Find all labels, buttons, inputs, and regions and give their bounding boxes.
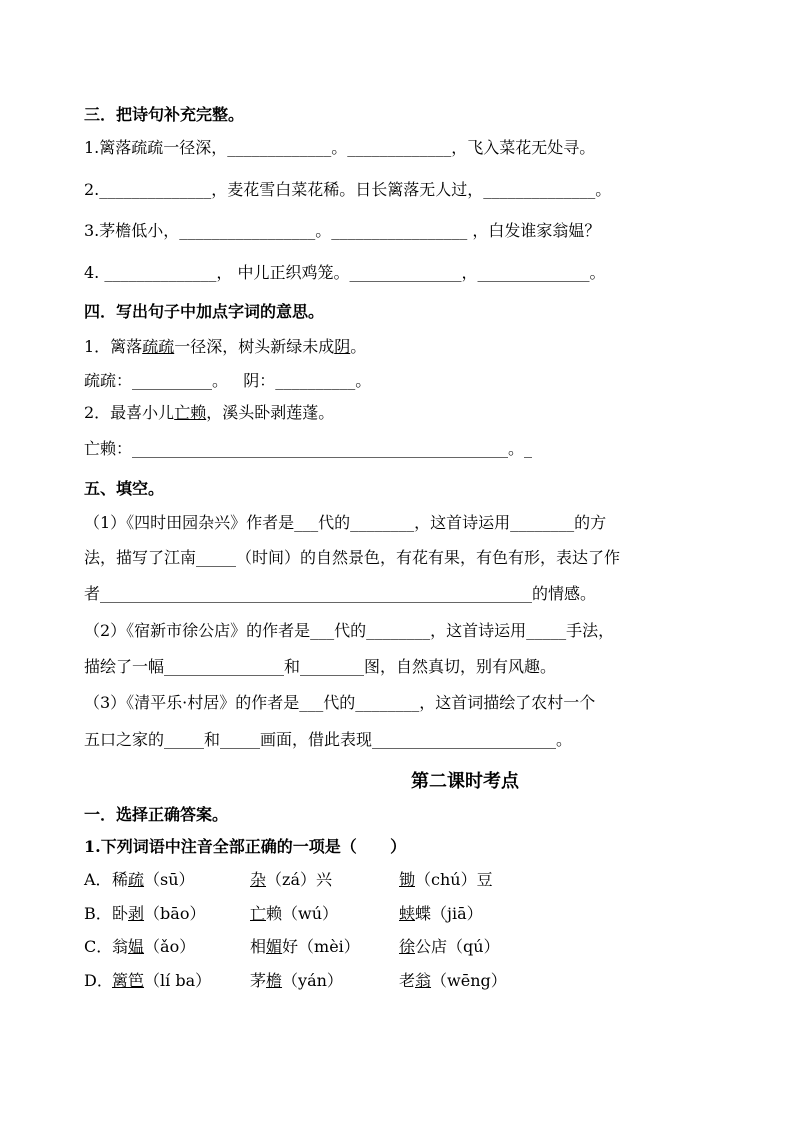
sec5-p3-line1: （3）《清平乐·村居》的作者是___代的________，这首词描绘了农村一个	[84, 693, 596, 712]
dotted-char: 杂	[250, 870, 267, 889]
option-label: A．	[84, 870, 112, 889]
sec5-p1-line3: 者______________________________________________________的情感。	[84, 584, 597, 603]
option-word-3	[399, 903, 483, 925]
pinyin: （lí ba）	[144, 971, 212, 990]
option-label: C．	[84, 937, 113, 956]
sec5-p1-line2: 法，描写了江南_____（时间）的自然景色，有花有果，有色有形，表达了作	[84, 548, 621, 567]
pinyin: （ǎo）	[144, 937, 196, 956]
dotted-char: 徐	[399, 937, 416, 956]
option-word-1	[112, 970, 211, 992]
pinyin: （chú）豆	[415, 870, 493, 889]
word-text: 翁	[112, 937, 129, 956]
pinyin: 蝶（jiā）	[415, 904, 483, 923]
option-word-1	[112, 936, 195, 958]
option-word-2	[250, 936, 360, 958]
pinyin: （yán）	[282, 971, 343, 990]
sentence-text: 1．篱落	[84, 337, 143, 356]
sec4-sentence-1	[84, 336, 366, 358]
sentence-text: 。	[350, 337, 367, 356]
dotted-char: 媚	[266, 937, 283, 956]
sec4-answer-2: 亡赖：_______________________________________________。_	[84, 439, 533, 458]
lesson2-section1-title: 一．选择正确答案。	[84, 805, 229, 824]
lesson2-heading: 第二课时考点	[411, 771, 519, 792]
option-word-3	[399, 936, 500, 958]
option-word-3	[399, 869, 493, 891]
sec5-p1-line1: （1）《四时田园杂兴》作者是___代的________，这首诗运用________的方	[84, 513, 607, 532]
pinyin: （wēng）	[431, 971, 507, 990]
option-label: D．	[84, 971, 113, 990]
dotted-word: 亡赖	[174, 403, 207, 422]
pinyin: 公店（qú）	[415, 937, 500, 956]
sec3-question-1: 1.篱落疏疏一径深，_____________。_____________，飞入菜花无处寻。	[84, 138, 596, 157]
section4-title: 四．写出句子中加点字词的意思。	[84, 302, 325, 321]
dotted-word: 阴	[334, 337, 351, 356]
sec5-p3-line2: 五口之家的_____和_____画面，借此表现_______________________。	[84, 730, 573, 749]
option-word-1	[112, 903, 205, 925]
option-label: B．	[84, 904, 112, 923]
pinyin: （sū）	[144, 870, 195, 889]
dotted-char: 翁	[415, 971, 432, 990]
pinyin: （zá）兴	[266, 870, 332, 889]
section3-title: 三．把诗句补充完整。	[84, 105, 245, 124]
word-text: 茅	[250, 971, 267, 990]
option-word-3	[399, 970, 507, 992]
sentence-text: ，溪头卧剥莲蓬。	[206, 403, 335, 422]
sec4-sentence-2	[84, 402, 334, 424]
word-text: 老	[399, 971, 416, 990]
pinyin: （bāo）	[144, 904, 206, 923]
sec3-question-3: 3.茅檐低小，_________________。_________________ ，白发谁家翁媪？	[84, 221, 601, 240]
dotted-char: 亡	[250, 904, 267, 923]
dotted-word: 疏疏	[142, 337, 175, 356]
word-text: 稀	[112, 870, 129, 889]
pinyin: 赖（wú）	[266, 904, 339, 923]
sentence-text: 2．最喜小儿	[84, 403, 175, 422]
dotted-char: 锄	[399, 870, 416, 889]
dotted-char: 剥	[128, 904, 145, 923]
sec4-answer-1: 疏疏：__________。 阴：__________。	[84, 371, 372, 390]
option-word-1	[112, 869, 195, 891]
section5-title: 五、填空。	[84, 479, 165, 498]
option-word-2	[250, 970, 343, 992]
lesson2-question-1: 1.下列词语中注音全部正确的一项是（ ）	[84, 837, 407, 856]
sec3-question-4: 4. ______________， 中儿正织鸡笼。______________，______________。	[84, 263, 606, 282]
dotted-char: 蛱	[399, 904, 416, 923]
dotted-char: 檐	[266, 971, 283, 990]
pinyin: 好（mèi）	[282, 937, 360, 956]
sentence-text: 一径深，树头新绿未成	[174, 337, 335, 356]
word-text: 卧	[112, 904, 129, 923]
option-word-2	[250, 869, 332, 891]
dotted-char: 媪	[128, 937, 145, 956]
sec5-p2-line1: （2）《宿新市徐公店》的作者是___代的________，这首诗运用_____手法，	[84, 621, 615, 640]
dotted-char: 疏	[128, 870, 145, 889]
sec3-question-2: 2.______________，麦花雪白菜花稀。日长篱落无人过，______________。	[84, 180, 612, 199]
dotted-char: 篱笆	[112, 971, 145, 990]
option-word-2	[250, 903, 338, 925]
word-text: 相	[250, 937, 267, 956]
sec5-p2-line2: 描绘了一幅_______________和________图，自然真切，别有风趣。	[84, 657, 557, 676]
